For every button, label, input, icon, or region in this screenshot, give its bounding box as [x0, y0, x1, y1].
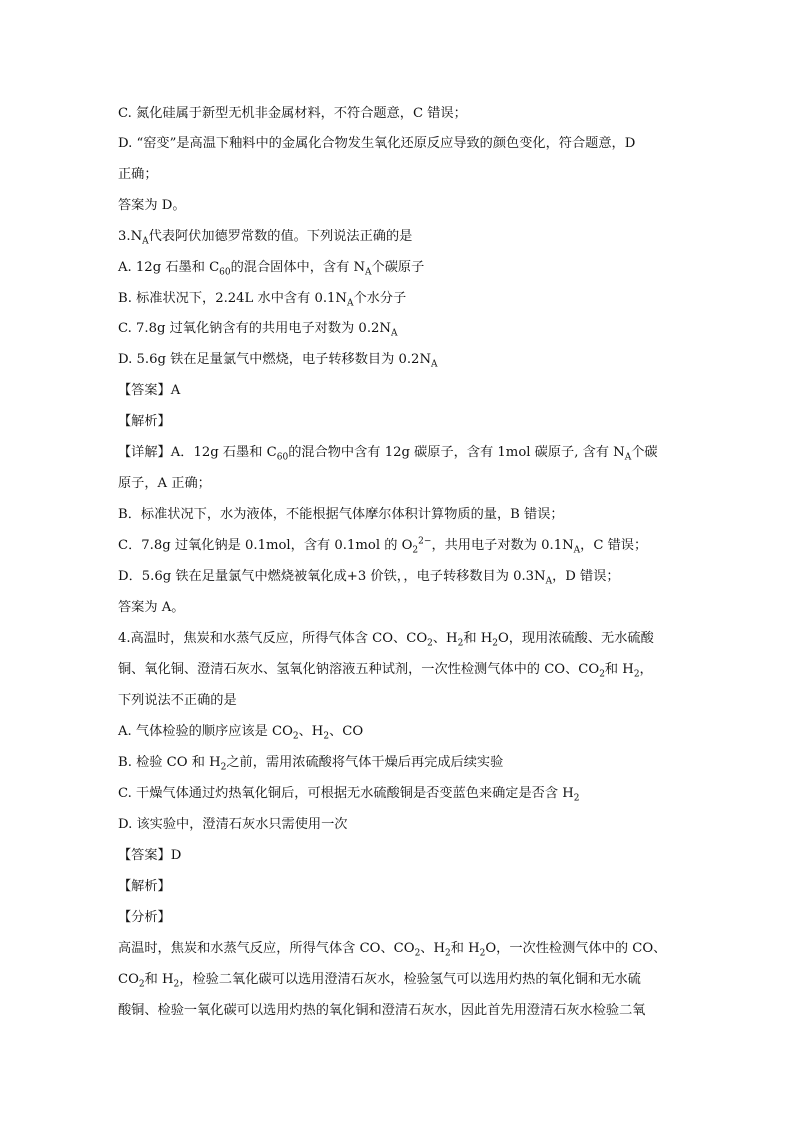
question-4-option-b: B. 检验 CO 和 $H_2$之前，需用浓硫酸将气体干燥后再完成后续实验 — [118, 755, 504, 773]
option-d-explanation-cont: 正确； — [118, 167, 158, 182]
question-4-option-a: A. 气体检验的顺序应该是 $CO_2$、$H_2$、CO — [118, 724, 364, 742]
question-3-detail-d: D．5.6g 铁在足量氯气中燃烧被氧化成+3 价铁，，电子转移数目为 $0.3N_A$，D 错误； — [118, 569, 620, 587]
question-3-option-b: B. 标准状况下，2.24L 水中含有 $0.1N_A$个水分子 — [118, 291, 407, 309]
question-3-option-d: D. 5.6g 铁在足量氯气中燃烧，电子转移数目为 $0.2N_A$ — [118, 352, 438, 370]
option-d-explanation: D. “窑变”是高温下釉料中的金属化合物发生氧化还原反应导致的颜色变化，符合题意，D — [118, 136, 636, 151]
question-4-analysis-subheading: 【分析】 — [118, 910, 171, 925]
question-4-option-d: D. 该实验中，澄清石灰水只需使用一次 — [118, 817, 348, 832]
question-4-option-c: C. 干燥气体通过灼热氧化铜后，可根据无水硫酸铜是否变蓝色来确定是否含 $H_2$ — [118, 786, 580, 804]
answer-summary: 答案为 D。 — [118, 198, 186, 213]
option-c-explanation: C. 氮化硅属于新型无机非金属材料，不符合题意，C 错误； — [118, 106, 467, 121]
question-3-option-a: A. 12g 石墨和 $C_{60}$的混合固体中，含有 $N_A$个碳原子 — [118, 260, 425, 278]
question-3-detail-a-cont: 原子，A 正确； — [118, 476, 211, 491]
question-3-answer: 【答案】A — [118, 383, 181, 398]
question-3-option-c: C. 7.8g 过氧化钠含有的共用电子对数为 $0.2N_A$ — [118, 321, 398, 339]
question-4-answer: 【答案】D — [118, 848, 182, 863]
question-4-stem-end: 下列说法不正确的是 — [118, 693, 237, 708]
question-4-analysis-1: 高温时，焦炭和水蒸气反应，所得气体含 CO、$CO_2$、$H_2$和 $H_2O$，一次性检测气体中的 CO、 — [118, 941, 667, 959]
question-3-detail-a: 【详解】A．12g 石墨和 $C_{60}$的混合物中含有 12g 碳原子，含有 1mol 碳原子, 含有 $N_A$个碳 — [118, 445, 658, 463]
question-4-stem-cont: 铜、氧化铜、澄清石灰水、氢氧化钠溶液五种试剂，一次性检测气体中的 CO、$CO_2$和 $H_2$， — [118, 662, 653, 680]
question-3-answer-summary: 答案为 A。 — [118, 600, 185, 615]
question-4-analysis-2: $CO_2$和 $H_2$，检验二氧化碳可以选用澄清石灰水，检验氢气可以选用灼热的氧化铜和无水硫 — [118, 972, 641, 990]
question-3-detail-b: B．标准状况下，水为液体，不能根据气体摩尔体积计算物质的量，B 错误； — [118, 507, 564, 522]
question-3-analysis-heading: 【解析】 — [118, 414, 171, 429]
question-4-analysis-3: 酸铜、检验一氧化碳可以选用灼热的氧化铜和澄清石灰水，因此首先用澄清石灰水检验二氧 — [118, 1003, 646, 1018]
question-3-detail-c: C．7.8g 过氧化钠是 0.1mol，含有 0.1mol 的 $O_2^{2-}$，共用电子对数为 $0.1N_A$，C 错误； — [118, 536, 648, 556]
question-3-stem: $3.N_A$代表阿伏加德罗常数的值。下列说法正确的是 — [118, 229, 413, 247]
question-4-stem: 4.高温时，焦炭和水蒸气反应，所得气体含 CO、$CO_2$、$H_2$和 $H_2O$，现用浓硫酸、无水硫酸 — [118, 631, 654, 649]
question-4-analysis-heading: 【解析】 — [118, 879, 171, 894]
